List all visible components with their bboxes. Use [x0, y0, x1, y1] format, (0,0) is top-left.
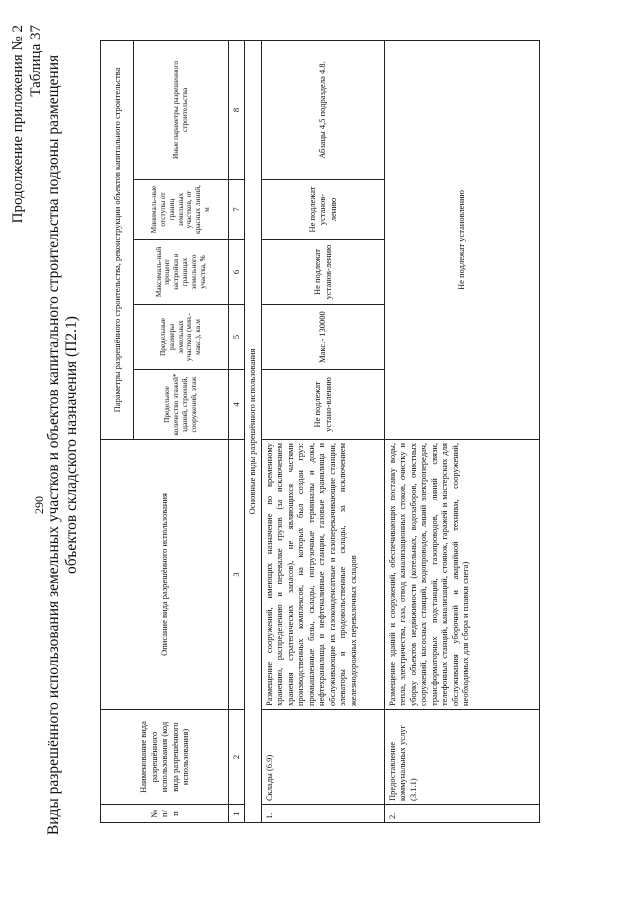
- header-name: Наименование вида разрешённого использования (код вида разрешённого использования): [101, 710, 229, 805]
- row-description: Размещение сооружений, имеющих назначение по временному хранению, распределению и перевалке грузов (за исключением хранения стратегических запасов), не являющихся частями производственных комплексов, на которых был создан груз: промышленные базы, склады, погрузочные терминалы и доки, нефтехранилища и нефтеналивные станции, газовые хранилища и обслуживающие их газоконденсатные и газоперекачивающие станции, элеваторы и продовольственные склады, за исключением железнодорожных перевалочных складов: [261, 440, 384, 710]
- column-number: 7: [229, 180, 245, 240]
- header-num: № п/п: [101, 805, 229, 823]
- column-number: 2: [229, 710, 245, 805]
- row-max-coverage: Не подлежат установ-лению: [261, 240, 384, 305]
- header-params-group: Параметры разрешённого строительства, реконструкции объектов капитального строительства: [101, 40, 134, 439]
- land-use-table: [100, 40, 540, 823]
- column-number-row: [229, 40, 245, 822]
- row-merged-params: Не подлежат установлению: [384, 40, 539, 439]
- column-number: 6: [229, 240, 245, 305]
- row-description: Размещение зданий и сооружений, обеспечивающих поставку воды, тепла, электричества, газа, отвод канализационных стоков, очистку и уборку объектов недвижимости (котельных, водозаборов, очистных сооружений, насосных станций, водопроводов, линий электропередач, трансформаторных подстанций, газопроводов, линий связи, телефонных станций, канализаций, стоянок, гаражей и мастерских для обслуживания уборочной и аварийной техники, сооружений, необходимых для сбора и плавки снега): [384, 440, 539, 710]
- table-row: [261, 40, 384, 822]
- row-name: Склады (6.9): [261, 710, 384, 805]
- row-max-floors: Не подлежат устано-влению: [261, 370, 384, 440]
- appendix-continuation: Продолжение приложения № 2: [10, 25, 26, 224]
- column-number: 8: [229, 40, 245, 179]
- header-description: Описание вида разрешённого использования: [101, 440, 229, 710]
- header-other-params: Иные параметры разрешенного строительства: [134, 40, 229, 179]
- column-number: 5: [229, 305, 245, 370]
- row-other-params: Абзацы 4,5 подраздела 4.8.: [261, 40, 384, 179]
- page-number: 290: [32, 496, 46, 514]
- table-row: [384, 40, 539, 822]
- table-title: Виды разрешённого использования земельных участков и объектов капитального строительства подзоны размещения объектов складского назначения (П2.1): [45, 54, 80, 836]
- row-plot-size: Макс.- 130000: [261, 305, 384, 370]
- header-row-1: [101, 40, 134, 822]
- row-num: 2.: [384, 805, 539, 823]
- section-title: Основные виды разрешённого использования: [244, 40, 261, 822]
- table-label: Таблица 37: [28, 25, 44, 97]
- column-number: 3: [229, 440, 245, 710]
- header-min-setback: Минималь-ные отступы от границ земельных участков, от красных линий, м: [134, 180, 229, 240]
- row-min-setback: Не подлежат установ-лению: [261, 180, 384, 240]
- row-name: Предоставление коммунальных услуг (3.1.1): [384, 710, 539, 805]
- header-max-coverage: Максималь-ный процент застройки в границах земельного участка, %: [134, 240, 229, 305]
- column-number: 4: [229, 370, 245, 440]
- section-row: [244, 40, 261, 822]
- column-number: 1: [229, 805, 245, 823]
- header-plot-size: Предельные размеры земельных участков (мин.-макс.), кв.м: [134, 305, 229, 370]
- row-num: 1.: [261, 805, 384, 823]
- header-max-floors: Предельное количество этажей* зданий, строений, сооружений, этаж: [134, 370, 229, 440]
